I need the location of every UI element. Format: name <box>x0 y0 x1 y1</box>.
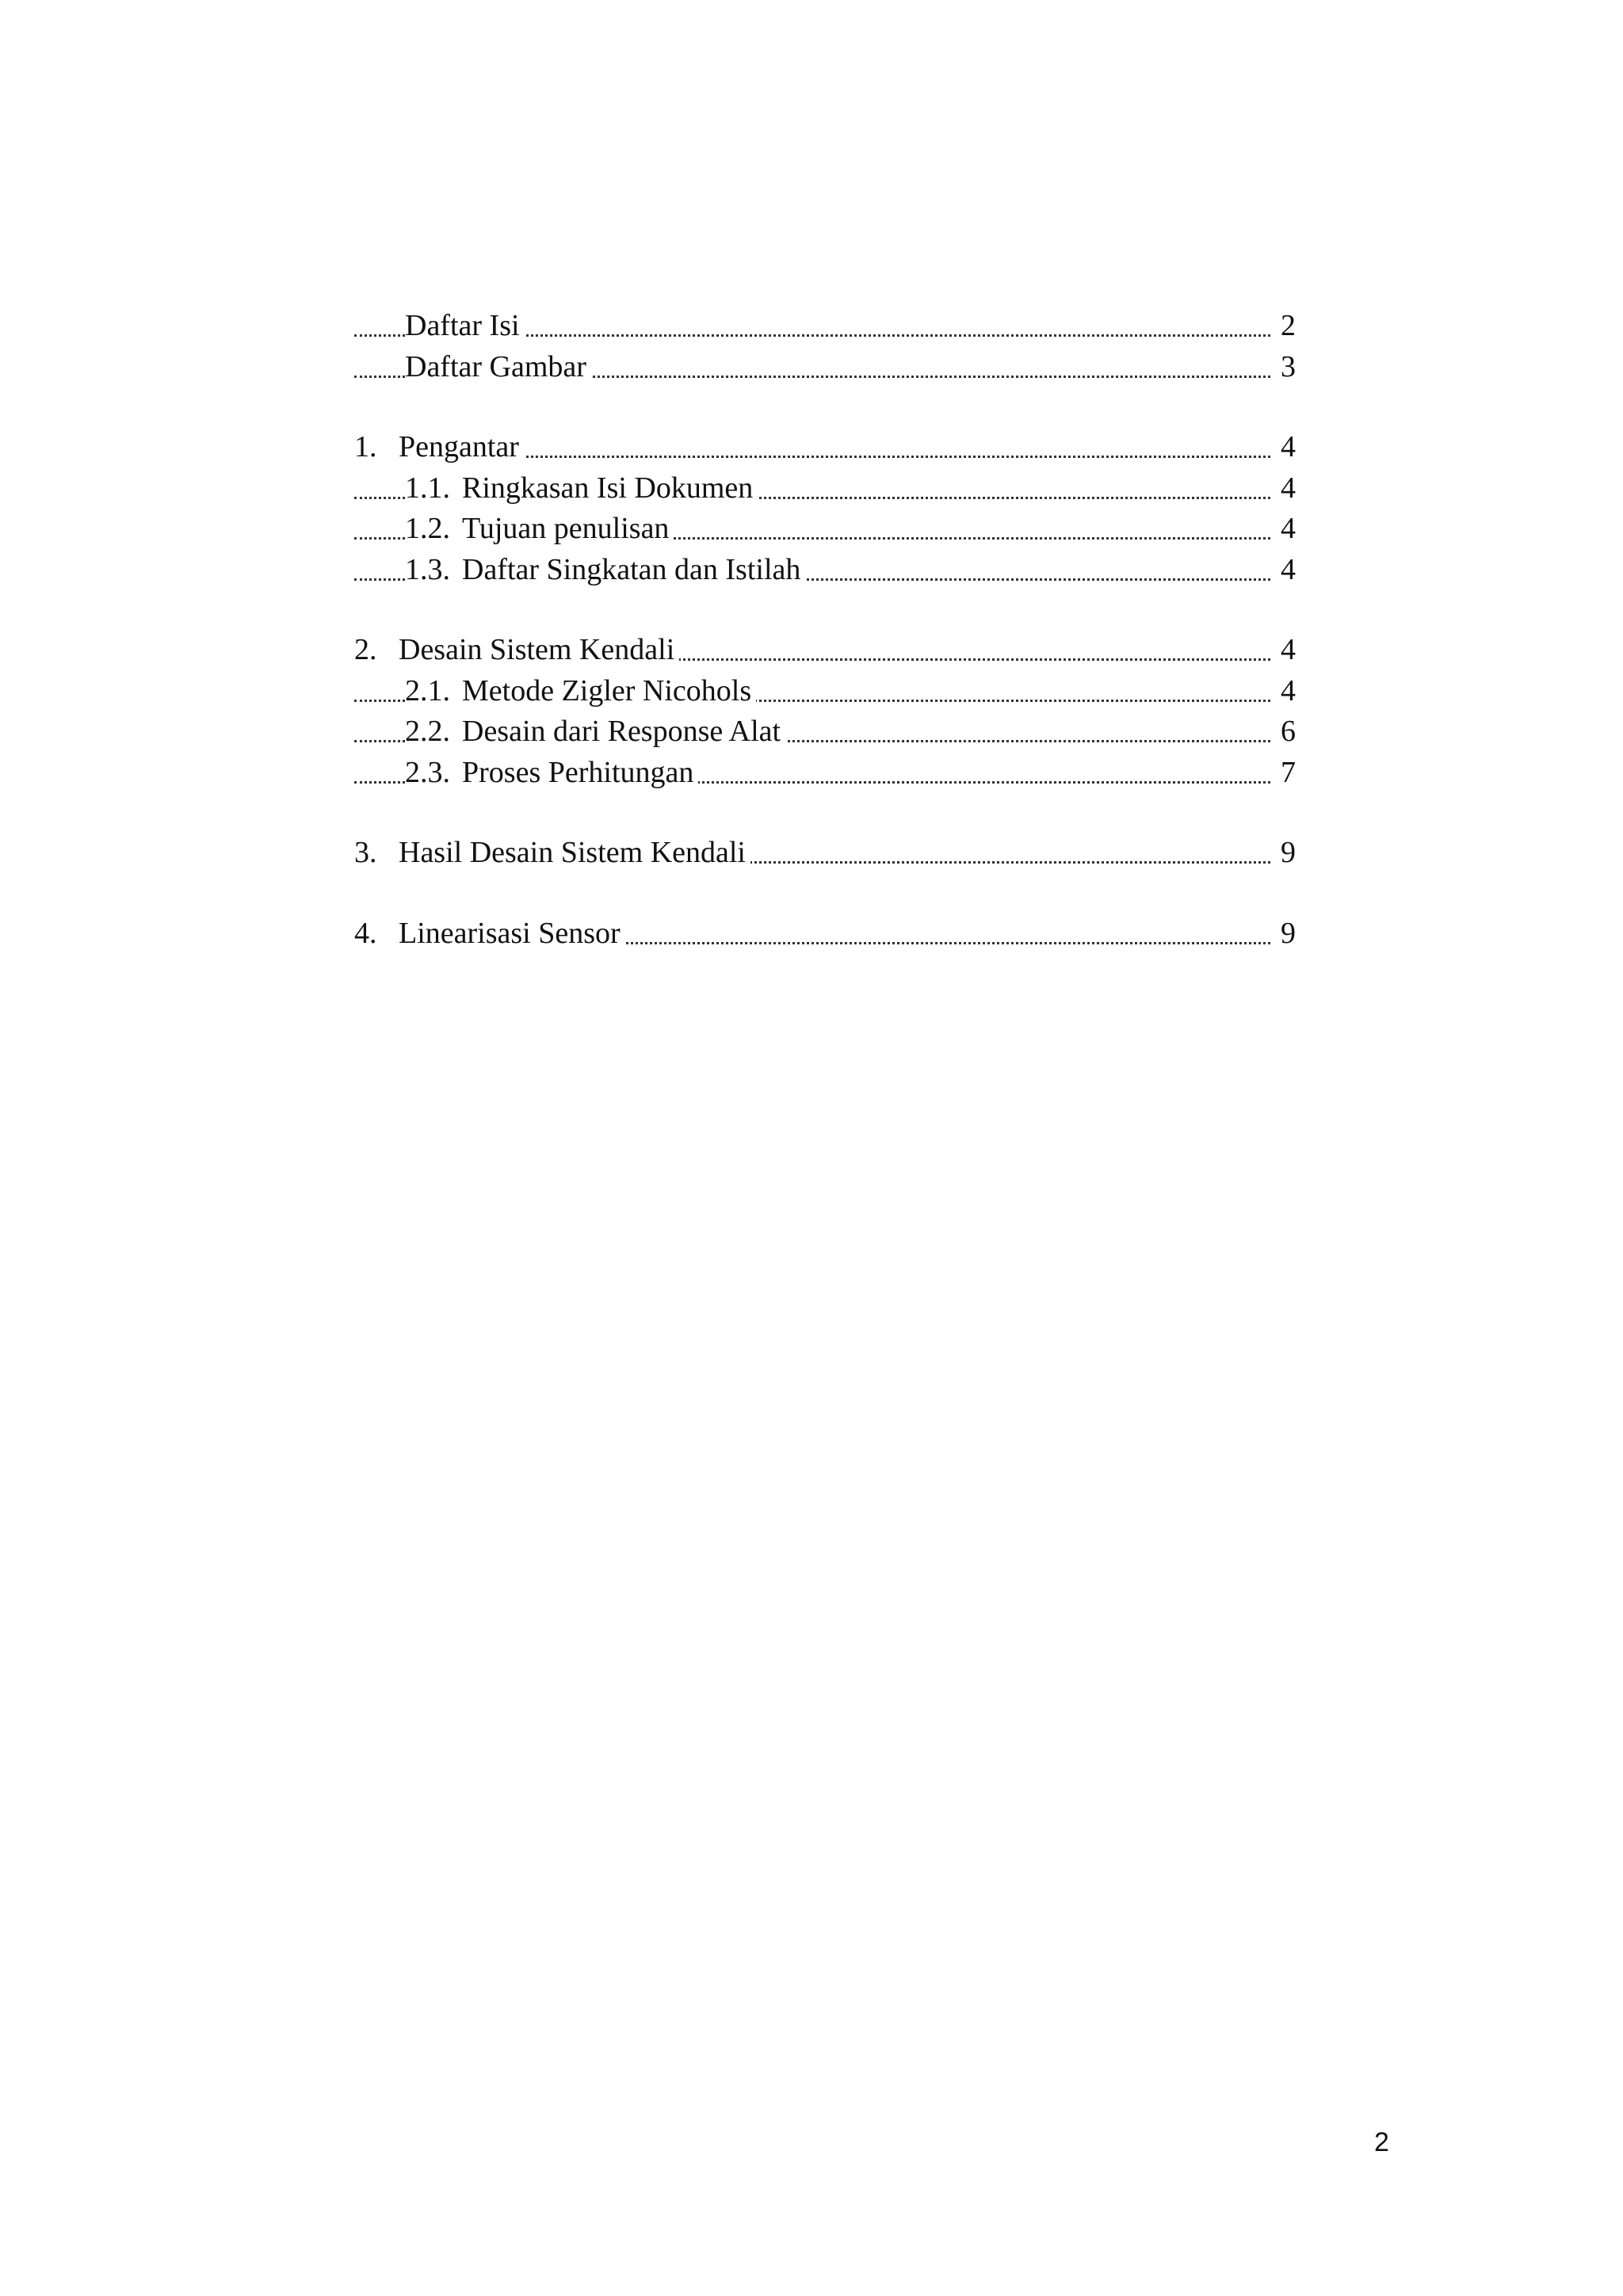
toc-entry-number: 2. <box>354 633 377 666</box>
toc-entry-page: 4 <box>1276 630 1296 671</box>
toc-entry-heading <box>405 753 698 794</box>
toc-entry-daftar-isi[interactable] <box>354 306 1296 347</box>
toc-section-3[interactable] <box>354 833 1296 874</box>
toc-entry-heading <box>354 833 750 874</box>
toc-entry-title: Desain Sistem Kendali <box>399 633 675 666</box>
toc-entry-title: Metode Zigler Nicohols <box>462 673 752 707</box>
toc-entry-title: Pengantar <box>399 430 519 463</box>
toc-entry-title: Desain dari Response Alat <box>462 715 781 748</box>
toc-entry-number: 1.3. <box>405 552 450 586</box>
toc-subsection-1-3[interactable] <box>354 550 1296 591</box>
table-of-contents <box>354 306 1296 954</box>
toc-entry-page: 9 <box>1276 833 1296 874</box>
toc-entry-title: Tujuan penulisan <box>462 512 670 545</box>
toc-subsection-2-2[interactable] <box>354 711 1296 753</box>
toc-section-2[interactable] <box>354 630 1296 671</box>
toc-entry-number: 1.1. <box>405 471 450 505</box>
toc-subsection-2-1[interactable] <box>354 671 1296 712</box>
toc-entry-number: 1.2. <box>405 512 450 545</box>
toc-entry-title: Linearisasi Sensor <box>399 916 621 950</box>
toc-entry-page: 9 <box>1276 913 1296 955</box>
toc-entry-number: 2.2. <box>405 715 450 748</box>
toc-entry-page: 4 <box>1276 550 1296 591</box>
toc-entry-page: 7 <box>1276 753 1296 794</box>
toc-entry-title: Proses Perhitungan <box>462 755 694 789</box>
toc-entry-title: Ringkasan Isi Dokumen <box>462 471 754 505</box>
toc-entry-number: 3. <box>354 836 377 869</box>
toc-entry-number: 2.1. <box>405 673 450 707</box>
toc-entry-heading <box>405 550 805 591</box>
toc-section-1[interactable] <box>354 427 1296 468</box>
toc-entry-title: Daftar Singkatan dan Istilah <box>462 552 801 586</box>
toc-entry-heading <box>354 427 524 468</box>
page-number: 2 <box>1374 2127 1389 2157</box>
toc-subsection-1-1[interactable] <box>354 468 1296 509</box>
toc-entry-heading <box>405 509 674 550</box>
toc-entry-heading <box>405 671 756 712</box>
toc-entry-heading <box>354 913 625 955</box>
toc-subsection-1-2[interactable] <box>354 509 1296 550</box>
toc-entry-page: 6 <box>1276 711 1296 753</box>
toc-subsection-2-3[interactable] <box>354 753 1296 794</box>
toc-entry-page: 3 <box>1276 347 1296 388</box>
toc-entry-page: 4 <box>1276 468 1296 509</box>
toc-entry-page: 4 <box>1276 427 1296 468</box>
toc-entry-title: Hasil Desain Sistem Kendali <box>399 836 746 869</box>
toc-entry-title: Daftar Gambar <box>405 347 591 388</box>
toc-entry-page: 2 <box>1276 306 1296 347</box>
toc-entry-page: 4 <box>1276 509 1296 550</box>
toc-entry-daftar-gambar[interactable] <box>354 347 1296 388</box>
toc-entry-number: 4. <box>354 916 377 950</box>
toc-entry-number: 2.3. <box>405 755 450 789</box>
toc-entry-heading <box>405 711 785 753</box>
toc-entry-heading <box>405 468 758 509</box>
toc-entry-title: Daftar Isi <box>405 306 525 347</box>
toc-entry-number: 1. <box>354 430 377 463</box>
toc-entry-page: 4 <box>1276 671 1296 712</box>
toc-entry-heading <box>354 630 679 671</box>
toc-section-4[interactable] <box>354 913 1296 955</box>
